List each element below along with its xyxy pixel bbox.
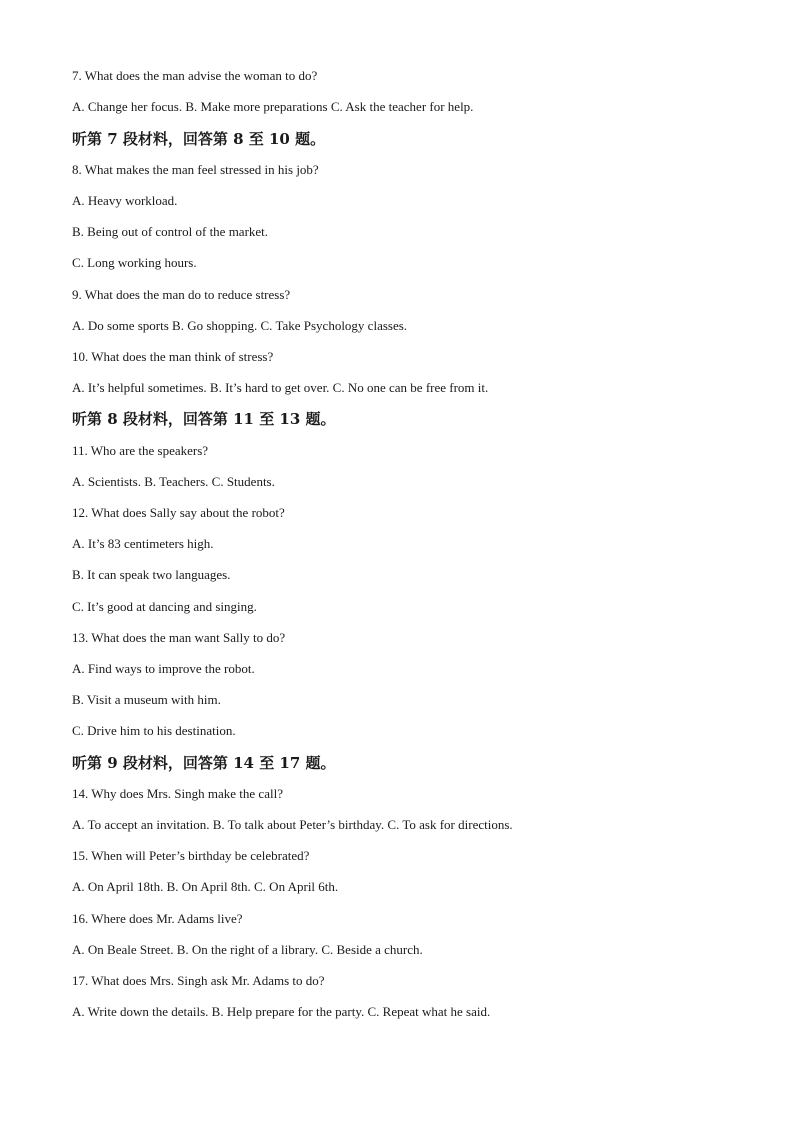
option-13a: A. Find ways to improve the robot. <box>72 661 255 676</box>
options-11: A. Scientists. B. Teachers. C. Students. <box>72 474 275 489</box>
option-12c: C. It’s good at dancing and singing. <box>72 599 257 614</box>
question-14: 14. Why does Mrs. Singh make the call? <box>72 786 283 801</box>
option-12b: B. It can speak two languages. <box>72 567 231 582</box>
option-8a: A. Heavy workload. <box>72 193 178 208</box>
options-9: A. Do some sports B. Go shopping. C. Take Psychology classes. <box>72 318 408 333</box>
section-heading-7: 听第 7 段材料，回答第 8 至 10 题。 <box>72 130 326 148</box>
option-8b: B. Being out of control of the market. <box>72 224 269 239</box>
options-10: A. It’s helpful sometimes. B. It’s hard to get over. C. No one can be free from it. <box>72 380 489 395</box>
option-8c: C. Long working hours. <box>72 255 197 270</box>
question-7: 7. What does the man advise the woman to do? <box>72 68 318 83</box>
question-13: 13. What does the man want Sally to do? <box>72 630 286 645</box>
options-14: A. To accept an invitation. B. To talk about Peter’s birthday. C. To ask for directions. <box>72 817 513 832</box>
option-12a: A. It’s 83 centimeters high. <box>72 536 214 551</box>
question-11: 11. Who are the speakers? <box>72 443 209 458</box>
question-9: 9. What does the man do to reduce stress? <box>72 287 291 302</box>
question-17: 17. What does Mrs. Singh ask Mr. Adams to do? <box>72 973 325 988</box>
question-15: 15. When will Peter’s birthday be celebrated? <box>72 848 310 863</box>
options-15: A. On April 18th. B. On April 8th. C. On April 6th. <box>72 879 339 894</box>
option-13c: C. Drive him to his destination. <box>72 723 236 738</box>
section-heading-8: 听第 8 段材料，回答第 11 至 13 题。 <box>72 410 336 428</box>
options-7: A. Change her focus. B. Make more preparations C. Ask the teacher for help. <box>72 99 474 114</box>
option-13b: B. Visit a museum with him. <box>72 692 221 707</box>
question-16: 16. Where does Mr. Adams live? <box>72 911 243 926</box>
section-heading-9: 听第 9 段材料，回答第 14 至 17 题。 <box>72 754 336 772</box>
question-12: 12. What does Sally say about the robot? <box>72 505 285 520</box>
options-16: A. On Beale Street. B. On the right of a library. C. Beside a church. <box>72 942 423 957</box>
options-17: A. Write down the details. B. Help prepare for the party. C. Repeat what he said. <box>72 1004 491 1019</box>
question-8: 8. What makes the man feel stressed in his job? <box>72 162 319 177</box>
question-10: 10. What does the man think of stress? <box>72 349 274 364</box>
